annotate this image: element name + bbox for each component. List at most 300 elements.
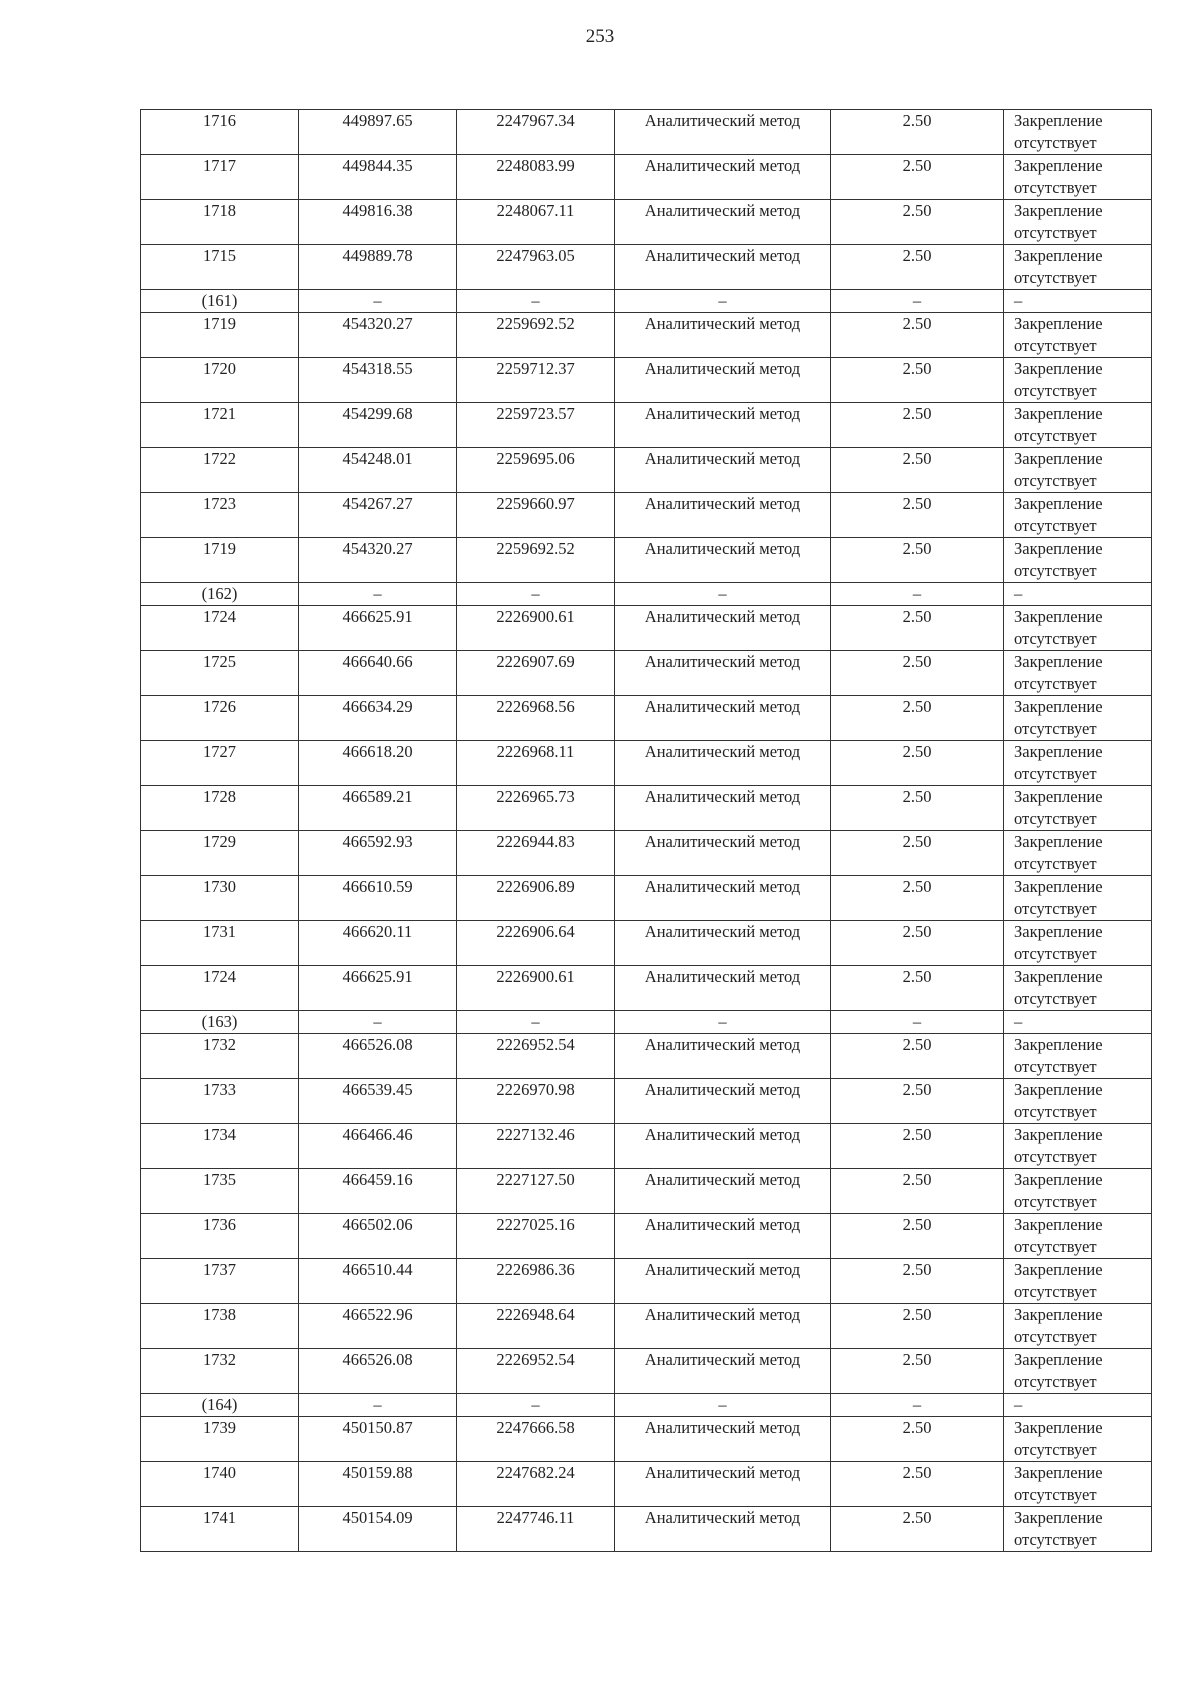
- y-coordinate-cell: 2259712.37: [457, 358, 615, 403]
- fixation-text-line1: Закрепление: [1014, 1463, 1103, 1482]
- y-coordinate-cell: 2247967.34: [457, 110, 615, 155]
- error-cell: 2.50: [831, 606, 1004, 651]
- fixation-text-line1: Закрепление: [1014, 967, 1103, 986]
- method-cell: Аналитический метод: [615, 155, 831, 200]
- fixation-text-line1: Закрепление: [1014, 359, 1103, 378]
- method-cell: Аналитический метод: [615, 358, 831, 403]
- fixation-text-line2: отсутствует: [1014, 1147, 1097, 1166]
- point-number-cell: 1730: [141, 876, 299, 921]
- point-number-cell: 1733: [141, 1079, 299, 1124]
- contour-number-cell: (161): [141, 290, 299, 313]
- contour-number-cell: (163): [141, 1011, 299, 1034]
- dash-cell: –: [615, 583, 831, 606]
- error-cell: 2.50: [831, 966, 1004, 1011]
- dash-cell: –: [831, 1011, 1004, 1034]
- dash-cell: –: [457, 1011, 615, 1034]
- method-cell: Аналитический метод: [615, 538, 831, 583]
- fixation-text-line1: Закрепление: [1014, 1035, 1103, 1054]
- method-cell: Аналитический метод: [615, 1079, 831, 1124]
- fixation-cell: [1004, 1304, 1152, 1349]
- method-cell: Аналитический метод: [615, 448, 831, 493]
- fixation-text-line2: отсутствует: [1014, 1237, 1097, 1256]
- method-cell: Аналитический метод: [615, 876, 831, 921]
- contour-number-cell: (162): [141, 583, 299, 606]
- fixation-cell: [1004, 110, 1152, 155]
- fixation-text-line1: Закрепление: [1014, 787, 1103, 806]
- dash-cell: –: [1004, 290, 1152, 313]
- x-coordinate-cell: 466510.44: [299, 1259, 457, 1304]
- fixation-text-line1: Закрепление: [1014, 652, 1103, 671]
- fixation-text-line2: отсутствует: [1014, 516, 1097, 535]
- method-cell: Аналитический метод: [615, 1304, 831, 1349]
- dash-cell: –: [457, 1394, 615, 1417]
- fixation-text-line1: Закрепление: [1014, 494, 1103, 513]
- error-cell: 2.50: [831, 1304, 1004, 1349]
- x-coordinate-cell: 450154.09: [299, 1507, 457, 1552]
- fixation-text-line1: Закрепление: [1014, 1125, 1103, 1144]
- fixation-cell: [1004, 696, 1152, 741]
- method-cell: Аналитический метод: [615, 786, 831, 831]
- y-coordinate-cell: 2226900.61: [457, 606, 615, 651]
- method-cell: Аналитический метод: [615, 1214, 831, 1259]
- fixation-cell: [1004, 1507, 1152, 1552]
- table-row: [141, 448, 1152, 493]
- fixation-text-line2: отсутствует: [1014, 1282, 1097, 1301]
- contour-separator-row: [141, 1394, 1152, 1417]
- coordinates-table-body: [141, 110, 1152, 1552]
- x-coordinate-cell: 454320.27: [299, 313, 457, 358]
- x-coordinate-cell: 466526.08: [299, 1034, 457, 1079]
- table-row: [141, 606, 1152, 651]
- error-cell: 2.50: [831, 1462, 1004, 1507]
- table-row: [141, 1259, 1152, 1304]
- method-cell: Аналитический метод: [615, 200, 831, 245]
- x-coordinate-cell: 466459.16: [299, 1169, 457, 1214]
- x-coordinate-cell: 466522.96: [299, 1304, 457, 1349]
- x-coordinate-cell: 466634.29: [299, 696, 457, 741]
- table-row: [141, 966, 1152, 1011]
- x-coordinate-cell: 466620.11: [299, 921, 457, 966]
- y-coordinate-cell: 2226970.98: [457, 1079, 615, 1124]
- point-number-cell: 1715: [141, 245, 299, 290]
- point-number-cell: 1716: [141, 110, 299, 155]
- x-coordinate-cell: 466589.21: [299, 786, 457, 831]
- method-cell: Аналитический метод: [615, 1417, 831, 1462]
- error-cell: 2.50: [831, 786, 1004, 831]
- fixation-cell: [1004, 200, 1152, 245]
- table-row: [141, 1507, 1152, 1552]
- y-coordinate-cell: 2226906.64: [457, 921, 615, 966]
- method-cell: Аналитический метод: [615, 831, 831, 876]
- y-coordinate-cell: 2226968.11: [457, 741, 615, 786]
- dash-cell: –: [457, 290, 615, 313]
- fixation-text-line2: отсутствует: [1014, 989, 1097, 1008]
- fixation-cell: [1004, 1124, 1152, 1169]
- fixation-text-line2: отсутствует: [1014, 1102, 1097, 1121]
- x-coordinate-cell: 466618.20: [299, 741, 457, 786]
- point-number-cell: 1721: [141, 403, 299, 448]
- fixation-text-line1: Закрепление: [1014, 607, 1103, 626]
- table-row: [141, 200, 1152, 245]
- error-cell: 2.50: [831, 1259, 1004, 1304]
- error-cell: 2.50: [831, 245, 1004, 290]
- point-number-cell: 1731: [141, 921, 299, 966]
- y-coordinate-cell: 2226986.36: [457, 1259, 615, 1304]
- method-cell: Аналитический метод: [615, 403, 831, 448]
- x-coordinate-cell: 466539.45: [299, 1079, 457, 1124]
- error-cell: 2.50: [831, 1124, 1004, 1169]
- point-number-cell: 1741: [141, 1507, 299, 1552]
- point-number-cell: 1719: [141, 313, 299, 358]
- fixation-cell: [1004, 403, 1152, 448]
- fixation-cell: [1004, 313, 1152, 358]
- fixation-text-line2: отсутствует: [1014, 223, 1097, 242]
- fixation-cell: [1004, 651, 1152, 696]
- y-coordinate-cell: 2259660.97: [457, 493, 615, 538]
- table-row: [141, 1462, 1152, 1507]
- y-coordinate-cell: 2248083.99: [457, 155, 615, 200]
- fixation-cell: [1004, 1034, 1152, 1079]
- x-coordinate-cell: 449889.78: [299, 245, 457, 290]
- x-coordinate-cell: 454318.55: [299, 358, 457, 403]
- error-cell: 2.50: [831, 1034, 1004, 1079]
- fixation-text-line2: отсутствует: [1014, 336, 1097, 355]
- fixation-cell: [1004, 786, 1152, 831]
- fixation-text-line1: Закрепление: [1014, 1260, 1103, 1279]
- point-number-cell: 1734: [141, 1124, 299, 1169]
- x-coordinate-cell: 454320.27: [299, 538, 457, 583]
- fixation-cell: [1004, 245, 1152, 290]
- fixation-cell: [1004, 493, 1152, 538]
- dash-cell: –: [831, 1394, 1004, 1417]
- fixation-text-line2: отсутствует: [1014, 381, 1097, 400]
- y-coordinate-cell: 2247963.05: [457, 245, 615, 290]
- fixation-cell: [1004, 1214, 1152, 1259]
- fixation-text-line1: Закрепление: [1014, 1080, 1103, 1099]
- point-number-cell: 1739: [141, 1417, 299, 1462]
- error-cell: 2.50: [831, 876, 1004, 921]
- error-cell: 2.50: [831, 651, 1004, 696]
- fixation-text-line1: Закрепление: [1014, 404, 1103, 423]
- method-cell: Аналитический метод: [615, 1507, 831, 1552]
- point-number-cell: 1719: [141, 538, 299, 583]
- x-coordinate-cell: 454267.27: [299, 493, 457, 538]
- method-cell: Аналитический метод: [615, 1349, 831, 1394]
- method-cell: Аналитический метод: [615, 1124, 831, 1169]
- error-cell: 2.50: [831, 921, 1004, 966]
- x-coordinate-cell: 466526.08: [299, 1349, 457, 1394]
- fixation-cell: [1004, 1079, 1152, 1124]
- y-coordinate-cell: 2226900.61: [457, 966, 615, 1011]
- error-cell: 2.50: [831, 200, 1004, 245]
- fixation-text-line2: отсутствует: [1014, 1530, 1097, 1549]
- table-row: [141, 110, 1152, 155]
- fixation-text-line2: отсутствует: [1014, 1192, 1097, 1211]
- fixation-text-line1: Закрепление: [1014, 539, 1103, 558]
- method-cell: Аналитический метод: [615, 313, 831, 358]
- table-row: [141, 921, 1152, 966]
- error-cell: 2.50: [831, 696, 1004, 741]
- table-row: [141, 1417, 1152, 1462]
- method-cell: Аналитический метод: [615, 651, 831, 696]
- error-cell: 2.50: [831, 110, 1004, 155]
- fixation-cell: [1004, 358, 1152, 403]
- x-coordinate-cell: 466502.06: [299, 1214, 457, 1259]
- page-number: 253: [585, 26, 615, 47]
- fixation-cell: [1004, 831, 1152, 876]
- method-cell: Аналитический метод: [615, 1169, 831, 1214]
- fixation-text-line1: Закрепление: [1014, 697, 1103, 716]
- x-coordinate-cell: 466592.93: [299, 831, 457, 876]
- dash-cell: –: [1004, 1394, 1152, 1417]
- dash-cell: –: [615, 1394, 831, 1417]
- fixation-cell: [1004, 1259, 1152, 1304]
- table-row: [141, 1034, 1152, 1079]
- fixation-text-line2: отсутствует: [1014, 268, 1097, 287]
- fixation-text-line1: Закрепление: [1014, 742, 1103, 761]
- error-cell: 2.50: [831, 1169, 1004, 1214]
- point-number-cell: 1724: [141, 966, 299, 1011]
- table-row: [141, 696, 1152, 741]
- method-cell: Аналитический метод: [615, 966, 831, 1011]
- point-number-cell: 1729: [141, 831, 299, 876]
- fixation-cell: [1004, 921, 1152, 966]
- table-row: [141, 876, 1152, 921]
- method-cell: Аналитический метод: [615, 1259, 831, 1304]
- table-row: [141, 313, 1152, 358]
- y-coordinate-cell: 2226952.54: [457, 1034, 615, 1079]
- fixation-cell: [1004, 1169, 1152, 1214]
- fixation-text-line2: отсутствует: [1014, 1485, 1097, 1504]
- fixation-text-line2: отсутствует: [1014, 561, 1097, 580]
- point-number-cell: 1720: [141, 358, 299, 403]
- table-row: [141, 1124, 1152, 1169]
- error-cell: 2.50: [831, 1079, 1004, 1124]
- point-number-cell: 1728: [141, 786, 299, 831]
- y-coordinate-cell: 2226944.83: [457, 831, 615, 876]
- x-coordinate-cell: 466610.59: [299, 876, 457, 921]
- fixation-text-line1: Закрепление: [1014, 314, 1103, 333]
- x-coordinate-cell: 454299.68: [299, 403, 457, 448]
- dash-cell: –: [831, 290, 1004, 313]
- fixation-text-line1: Закрепление: [1014, 832, 1103, 851]
- fixation-cell: [1004, 876, 1152, 921]
- dash-cell: –: [615, 1011, 831, 1034]
- fixation-text-line1: Закрепление: [1014, 246, 1103, 265]
- fixation-text-line2: отсутствует: [1014, 1327, 1097, 1346]
- fixation-text-line2: отсутствует: [1014, 899, 1097, 918]
- y-coordinate-cell: 2227132.46: [457, 1124, 615, 1169]
- method-cell: Аналитический метод: [615, 110, 831, 155]
- error-cell: 2.50: [831, 448, 1004, 493]
- x-coordinate-cell: 449844.35: [299, 155, 457, 200]
- table-row: [141, 1214, 1152, 1259]
- table-row: [141, 831, 1152, 876]
- x-coordinate-cell: 454248.01: [299, 448, 457, 493]
- contour-separator-row: [141, 583, 1152, 606]
- fixation-cell: [1004, 1349, 1152, 1394]
- fixation-text-line1: Закрепление: [1014, 449, 1103, 468]
- table-row: [141, 741, 1152, 786]
- fixation-text-line1: Закрепление: [1014, 922, 1103, 941]
- table-row: [141, 403, 1152, 448]
- contour-number-cell: (164): [141, 1394, 299, 1417]
- method-cell: Аналитический метод: [615, 696, 831, 741]
- contour-separator-row: [141, 1011, 1152, 1034]
- y-coordinate-cell: 2227127.50: [457, 1169, 615, 1214]
- fixation-cell: [1004, 448, 1152, 493]
- table-row: [141, 1304, 1152, 1349]
- dash-cell: –: [299, 1394, 457, 1417]
- y-coordinate-cell: 2226907.69: [457, 651, 615, 696]
- x-coordinate-cell: 450159.88: [299, 1462, 457, 1507]
- error-cell: 2.50: [831, 358, 1004, 403]
- error-cell: 2.50: [831, 831, 1004, 876]
- fixation-cell: [1004, 606, 1152, 651]
- fixation-text-line2: отсутствует: [1014, 764, 1097, 783]
- point-number-cell: 1738: [141, 1304, 299, 1349]
- fixation-text-line2: отсутствует: [1014, 629, 1097, 648]
- x-coordinate-cell: 466625.91: [299, 606, 457, 651]
- y-coordinate-cell: 2226968.56: [457, 696, 615, 741]
- point-number-cell: 1736: [141, 1214, 299, 1259]
- dash-cell: –: [1004, 583, 1152, 606]
- table-row: [141, 1079, 1152, 1124]
- contour-separator-row: [141, 290, 1152, 313]
- fixation-text-line2: отсутствует: [1014, 944, 1097, 963]
- table-row: [141, 786, 1152, 831]
- fixation-cell: [1004, 538, 1152, 583]
- point-number-cell: 1740: [141, 1462, 299, 1507]
- fixation-text-line2: отсутствует: [1014, 1057, 1097, 1076]
- y-coordinate-cell: 2259723.57: [457, 403, 615, 448]
- fixation-cell: [1004, 1417, 1152, 1462]
- point-number-cell: 1718: [141, 200, 299, 245]
- point-number-cell: 1725: [141, 651, 299, 696]
- y-coordinate-cell: 2259692.52: [457, 313, 615, 358]
- error-cell: 2.50: [831, 741, 1004, 786]
- fixation-text-line1: Закрепление: [1014, 156, 1103, 175]
- y-coordinate-cell: 2226965.73: [457, 786, 615, 831]
- fixation-text-line2: отсутствует: [1014, 1372, 1097, 1391]
- dash-cell: –: [299, 583, 457, 606]
- fixation-cell: [1004, 1462, 1152, 1507]
- method-cell: Аналитический метод: [615, 606, 831, 651]
- dash-cell: –: [1004, 1011, 1152, 1034]
- fixation-text-line2: отсутствует: [1014, 133, 1097, 152]
- error-cell: 2.50: [831, 493, 1004, 538]
- y-coordinate-cell: 2248067.11: [457, 200, 615, 245]
- method-cell: Аналитический метод: [615, 921, 831, 966]
- table-row: [141, 1169, 1152, 1214]
- fixation-text-line2: отсутствует: [1014, 854, 1097, 873]
- fixation-text-line1: Закрепление: [1014, 1508, 1103, 1527]
- x-coordinate-cell: 450150.87: [299, 1417, 457, 1462]
- method-cell: Аналитический метод: [615, 1462, 831, 1507]
- table-row: [141, 358, 1152, 403]
- point-number-cell: 1722: [141, 448, 299, 493]
- fixation-text-line2: отсутствует: [1014, 809, 1097, 828]
- method-cell: Аналитический метод: [615, 493, 831, 538]
- point-number-cell: 1727: [141, 741, 299, 786]
- fixation-text-line1: Закрепление: [1014, 1305, 1103, 1324]
- table-row: [141, 245, 1152, 290]
- point-number-cell: 1735: [141, 1169, 299, 1214]
- error-cell: 2.50: [831, 403, 1004, 448]
- fixation-text-line1: Закрепление: [1014, 1215, 1103, 1234]
- error-cell: 2.50: [831, 1507, 1004, 1552]
- error-cell: 2.50: [831, 1417, 1004, 1462]
- fixation-text-line1: Закрепление: [1014, 1418, 1103, 1437]
- fixation-text-line1: Закрепление: [1014, 1170, 1103, 1189]
- fixation-text-line2: отсутствует: [1014, 471, 1097, 490]
- x-coordinate-cell: 466640.66: [299, 651, 457, 696]
- fixation-text-line1: Закрепление: [1014, 877, 1103, 896]
- dash-cell: –: [299, 1011, 457, 1034]
- point-number-cell: 1717: [141, 155, 299, 200]
- point-number-cell: 1737: [141, 1259, 299, 1304]
- error-cell: 2.50: [831, 1214, 1004, 1259]
- fixation-cell: [1004, 966, 1152, 1011]
- x-coordinate-cell: 466625.91: [299, 966, 457, 1011]
- method-cell: Аналитический метод: [615, 741, 831, 786]
- y-coordinate-cell: 2247682.24: [457, 1462, 615, 1507]
- dash-cell: –: [457, 583, 615, 606]
- fixation-text-line1: Закрепление: [1014, 201, 1103, 220]
- table-row: [141, 1349, 1152, 1394]
- fixation-text-line2: отсутствует: [1014, 1440, 1097, 1459]
- x-coordinate-cell: 449897.65: [299, 110, 457, 155]
- x-coordinate-cell: 449816.38: [299, 200, 457, 245]
- point-number-cell: 1723: [141, 493, 299, 538]
- table-row: [141, 155, 1152, 200]
- method-cell: Аналитический метод: [615, 1034, 831, 1079]
- y-coordinate-cell: 2227025.16: [457, 1214, 615, 1259]
- error-cell: 2.50: [831, 155, 1004, 200]
- y-coordinate-cell: 2247666.58: [457, 1417, 615, 1462]
- y-coordinate-cell: 2226948.64: [457, 1304, 615, 1349]
- point-number-cell: 1732: [141, 1349, 299, 1394]
- y-coordinate-cell: 2226952.54: [457, 1349, 615, 1394]
- point-number-cell: 1724: [141, 606, 299, 651]
- y-coordinate-cell: 2259695.06: [457, 448, 615, 493]
- fixation-text-line2: отсутствует: [1014, 426, 1097, 445]
- fixation-cell: [1004, 741, 1152, 786]
- point-number-cell: 1732: [141, 1034, 299, 1079]
- y-coordinate-cell: 2259692.52: [457, 538, 615, 583]
- table-row: [141, 651, 1152, 696]
- table-row: [141, 538, 1152, 583]
- point-number-cell: 1726: [141, 696, 299, 741]
- y-coordinate-cell: 2226906.89: [457, 876, 615, 921]
- coordinates-table: [140, 109, 1152, 1552]
- fixation-cell: [1004, 155, 1152, 200]
- table-row: [141, 493, 1152, 538]
- x-coordinate-cell: 466466.46: [299, 1124, 457, 1169]
- fixation-text-line1: Закрепление: [1014, 1350, 1103, 1369]
- fixation-text-line2: отсутствует: [1014, 674, 1097, 693]
- dash-cell: –: [299, 290, 457, 313]
- method-cell: Аналитический метод: [615, 245, 831, 290]
- dash-cell: –: [831, 583, 1004, 606]
- error-cell: 2.50: [831, 1349, 1004, 1394]
- fixation-text-line2: отсутствует: [1014, 719, 1097, 738]
- y-coordinate-cell: 2247746.11: [457, 1507, 615, 1552]
- error-cell: 2.50: [831, 313, 1004, 358]
- dash-cell: –: [615, 290, 831, 313]
- fixation-text-line2: отсутствует: [1014, 178, 1097, 197]
- error-cell: 2.50: [831, 538, 1004, 583]
